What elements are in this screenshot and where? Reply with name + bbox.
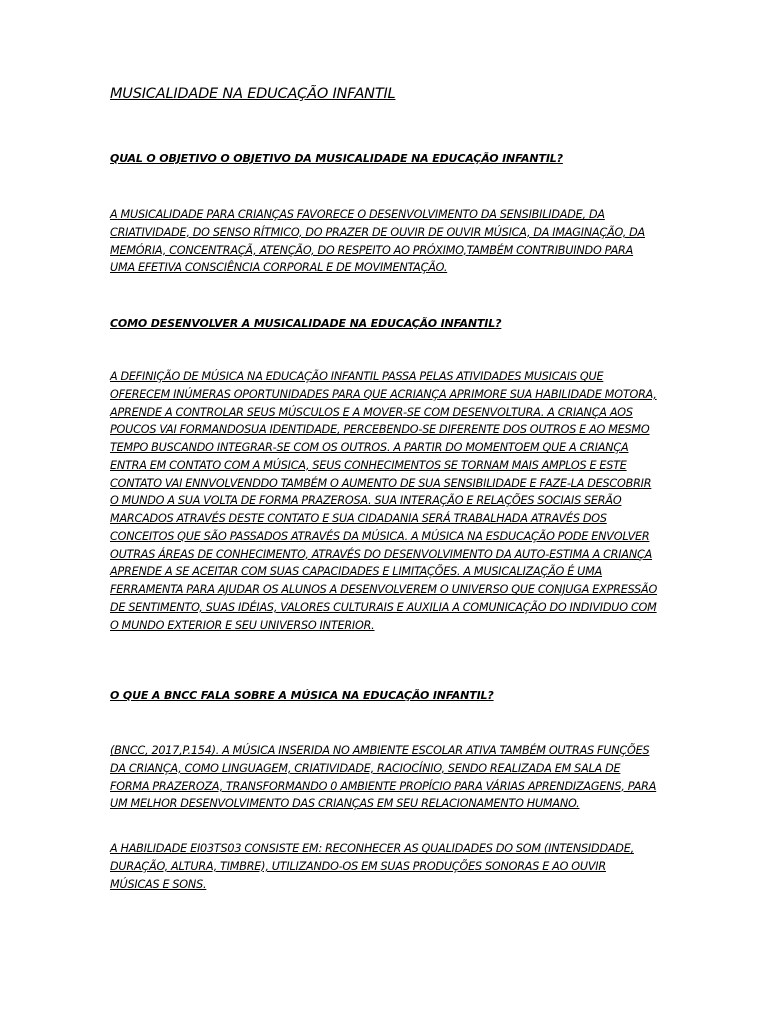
paragraph-bncc: (BNCC, 2017,P.154). A MÚSICA INSERIDA NO AMBIENTE ESCOLAR ATIVA TAMBÉM OUTRAS FUNÇÕES DA CRIANÇA, COMO LINGUAGEM, CRIATIVIDADE, RACIOCÍNIO, SENDO REALIZADA EM SALA DE FORMA PRAZEROZA, TRANSFORMANDO 0 AMBIENTE PROPÍCIO PARA VÁRIAS APRENDIZAGENS, PARA UM MELHOR DESENVOLVIMENTO DAS CRIANÇAS EM SEU RELACIONAMENTO HUMANO. — [110, 744, 657, 811]
paragraph-habilidade: A HABILIDADE EI03TS03 CONSISTE EM: RECONHECER AS QUALIDADES DO SOM (INTENSIDDADE, DURAÇÃO, ALTURA, TIMBRE), UTILIZANDO-OS EM SUAS PRODUÇÕES SONORAS E AO OUVIR MÚSICAS E SONS. — [110, 842, 634, 891]
section-heading-como-desenvolver: COMO DESENVOLVER A MUSICALIDADE NA EDUCAÇÃO INFANTIL? — [110, 317, 502, 330]
paragraph-objetivo: A MUSICALIDADE PARA CRIANÇAS FAVORECE O DESENVOLVIMENTO DA SENSIBILIDADE, DA CRIATIVIDADE, DO SENSO RÍTMICO, DO PRAZER DE OUVIR DE OUVIR MÚSICA, DA IMAGINAÇÃO, DA MEMÓRIA, CONCENTRAÇÃ, ATENÇÃO, DO RESPEITO AO PRÓXIMO,TAMBÉM CONTRIBUINDO PARA UMA EFETIVA CONSCIÊNCIA CORPORAL E DE MOVIMENTAÇÃO. — [110, 208, 645, 275]
paragraph-como-desenvolver: A DEFINIÇÃO DE MÚSICA NA EDUCAÇÃO INFANTIL PASSA PELAS ATIVIDADES MUSICAIS QUE OFERECEM INÚMERAS OPORTUNIDADES PARA QUE ACRIANÇA APRIMORE SUA HABILIDADE MOTORA, APRENDE A CONTROLAR SEUS MÚSCULOS E A MOVER-SE COM DESENVOLTURA. A CRIANÇA AOS POUCOS VAI FORMANDOSUA IDENTIDADE, PERCEBENDO-SE DIFERENTE DOS OUTROS E AO MESMO TEMPO BUSCANDO INTEGRAR-SE COM OS OUTROS. A PARTIR DO MOMENTOEM QUE A CRIANÇA ENTRA EM CONTATO COM A MÚSICA, SEUS CONHECIMENTOS SE TORNAM MAIS AMPLOS E ESTE CONTATO VAI ENNVOLVENDDO TAMBÉM O AUMENTO DE SUA SENSIBILIDADE E FAZE-LA DESCOBRIR O MUNDO A SUA VOLTA DE FORMA PRAZEROSA. SUA INTERAÇÃO E RELAÇÕES SOCIAIS SERÃO MARCADOS ATRAVÉS DESTE CONTATO E SUA CIDADANIA SERÁ TRABALHADA ATRAVÉS DOS CONCEITOS QUE SÃO PASSADOS ATRAVÉS DA MÚSICA. A MÚSICA NA ESDUCAÇÃO PODE ENVOLVER OUTRAS ÁREAS DE CONHECIMENTO, ATRAVÉS DO DESENVOLVIMENTO DA AUTO-ESTIMA A CRIANÇA APRENDE A SE ACEITAR COM SUAS CAPACIDADES E LIMITAÇÕES. A MUSICALIZAÇÃO É UMA FERRAMENTA PARA AJUDAR OS ALUNOS A DESENVOLVEREM O UNIVERSO QUE CONJUGA EXPRESSÃO DE SENTIMENTO, SUAS IDÉIAS, VALORES CULTURAIS E AUXILIA A COMUNICAÇÃO DO INDIVIDUO COM O MUNDO EXTERIOR E SEU UNIVERSO INTERIOR. — [110, 370, 658, 632]
document-title: MUSICALIDADE NA EDUCAÇÃO INFANTIL — [110, 86, 396, 102]
section-heading-bncc: O QUE A BNCC FALA SOBRE A MÚSICA NA EDUCAÇÃO INFANTIL? — [110, 689, 494, 702]
section-heading-objetivo: QUAL O OBJETIVO O OBJETIVO DA MUSICALIDADE NA EDUCAÇÃO INFANTIL? — [110, 152, 563, 165]
